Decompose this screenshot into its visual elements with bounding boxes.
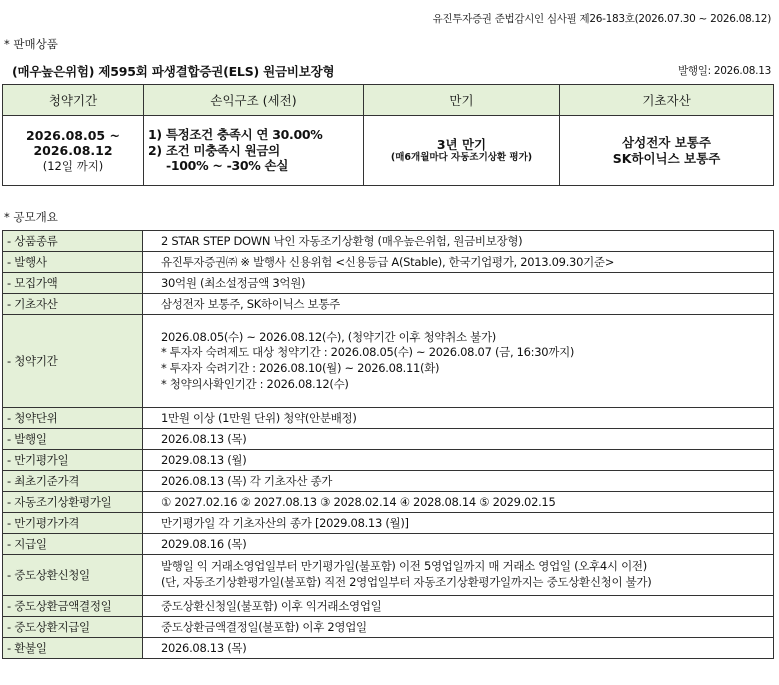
header-profit-loss: 손익구조 (세전) [144, 85, 364, 116]
pl-condition-unmet: 2) 조건 미충족시 원금의 [148, 142, 280, 158]
section-label-overview: * 공모개요 [4, 210, 58, 224]
label-autocall-eval-dates: - 자동조기상환평가일 [3, 492, 143, 513]
label-issue-date: - 발행일 [3, 429, 143, 450]
label-underlying: - 기초자산 [3, 294, 143, 315]
pl-loss-range: -100% ~ -30% 손실 [166, 158, 289, 174]
label-refund-date: - 환불일 [3, 638, 143, 659]
value-autocall-eval-dates: ① 2027.02.16 ② 2027.08.13 ③ 2028.02.14 ④ 2028.08.14 ⑤ 2029.02.15 [143, 492, 774, 513]
section-label-sale: * 판매상품 [4, 37, 58, 51]
label-product-type: - 상품종류 [3, 231, 143, 252]
label-early-redemption-request: - 중도상환신청일 [3, 555, 143, 596]
approval-number: 유진투자증권 준법감시인 심사필 제26-183호(2026.07.30 ~ 2026.08.12) [432, 13, 771, 25]
label-offering-amount: - 모집가액 [3, 273, 143, 294]
period-note: (12일 까지) [42, 158, 104, 173]
label-initial-base-price: - 최초기준가격 [3, 471, 143, 492]
label-redemption-amount-date: - 중도상환금액결정일 [3, 596, 143, 617]
overview-table [2, 230, 774, 659]
value-maturity-eval-date: 2029.08.13 (월) [143, 450, 774, 471]
label-maturity-eval-date: - 만기평가일 [3, 450, 143, 471]
value-refund-date: 2026.08.13 (목) [143, 638, 774, 659]
summary-underlying-cell [560, 116, 774, 186]
subscription-period-line: 2026.08.05(수) ~ 2026.08.12(수), (청약기간 이후 청약취소 불가) [161, 329, 496, 344]
value-maturity-eval-price: 만기평가일 각 기초자산의 종가 [2029.08.13 (월)] [143, 513, 774, 534]
issue-date: 발행일: 2026.08.13 [678, 65, 771, 77]
value-initial-base-price: 2026.08.13 (목) 각 기초자산 종가 [143, 471, 774, 492]
value-payment-date: 2029.08.16 (목) [143, 534, 774, 555]
value-underlying: 삼성전자 보통주, SK하이닉스 보통주 [143, 294, 774, 315]
maturity-term: 3년 만기 [436, 136, 487, 152]
period-end: 2026.08.12 [33, 143, 113, 159]
summary-pl-cell [144, 116, 364, 186]
value-subscription-period [143, 315, 774, 408]
label-subscription-unit: - 청약단위 [3, 408, 143, 429]
product-title: (매우높은위험) 제595회 파생결합증권(ELS) 원금비보장형 [12, 64, 335, 79]
label-payment-date: - 지급일 [3, 534, 143, 555]
header-maturity: 만기 [364, 85, 560, 116]
cooling-off-subscription-line: * 투자자 숙려제도 대상 청약기간 : 2026.08.05(수) ~ 2026.08.07 (금, 16:30까지) [161, 345, 575, 360]
pl-condition-met: 1) 특정조건 충족시 연 30.00% [148, 127, 323, 143]
value-subscription-unit: 1만원 이상 (1만원 단위) 청약(안분배정) [143, 408, 774, 429]
value-issuer: 유진투자증권㈜ ※ 발행사 신용위험 <신용등급 A(Stable), 한국기업평가, 2013.09.30기준> [143, 252, 774, 273]
summary-table [2, 84, 774, 186]
period-start: 2026.08.05 ~ [26, 127, 120, 143]
summary-period-cell [3, 116, 144, 186]
header-underlying: 기초자산 [560, 85, 774, 116]
label-redemption-payment-date: - 중도상환지급일 [3, 617, 143, 638]
label-issuer: - 발행사 [3, 252, 143, 273]
early-redemption-line: 발행일 익 거래소영업일부터 만기평가일(불포함) 이전 5영업일까지 매 거래소 영업일 (오후4시 이전) [161, 559, 647, 574]
value-issue-date: 2026.08.13 (목) [143, 429, 774, 450]
underlying-1: 삼성전자 보통주 [622, 134, 711, 150]
value-redemption-amount-date: 중도상환신청일(불포함) 이후 익거래소영업일 [143, 596, 774, 617]
value-offering-amount: 30억원 (최소설정금액 3억원) [143, 273, 774, 294]
value-redemption-payment-date: 중도상환금액결정일(불포함) 이후 2영업일 [143, 617, 774, 638]
early-redemption-exception-line: (단, 자동조기상환평가일(불포함) 직전 2영업일부터 자동조기상환평가일까지는 중도상환신청이 불가) [161, 575, 652, 589]
summary-maturity-cell [364, 116, 560, 186]
cooling-off-period-line: * 투자자 숙려기간 : 2026.08.10(월) ~ 2026.08.11(화) [161, 361, 440, 375]
label-maturity-eval-price: - 만기평가가격 [3, 513, 143, 534]
confirmation-period-line: * 청약의사확인기간 : 2026.08.12(수) [161, 376, 349, 391]
header-subscription-period: 청약기간 [3, 85, 144, 116]
underlying-2: SK하이닉스 보통주 [612, 150, 721, 166]
value-early-redemption-request [143, 555, 774, 596]
value-product-type: 2 STAR STEP DOWN 낙인 자동조기상환형 (매우높은위험, 원금비보장형) [143, 231, 774, 252]
maturity-note: (매6개월마다 자동조기상환 평가) [390, 152, 533, 164]
label-subscription-period: - 청약기간 [3, 315, 143, 408]
